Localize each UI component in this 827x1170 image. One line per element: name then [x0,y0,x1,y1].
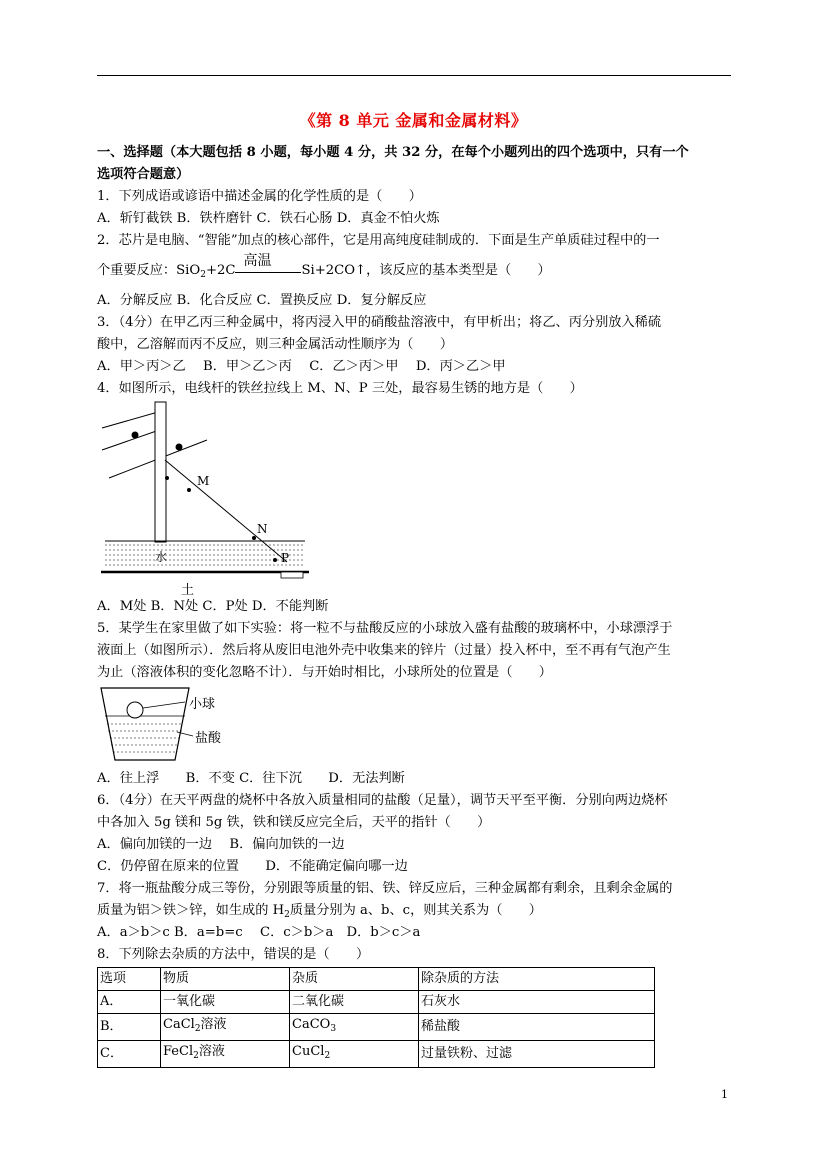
section-heading-line2: 选项符合题意） [97,167,190,182]
formula-suffix: 溶液 [198,1044,225,1059]
label-m: M [197,474,210,488]
q2-options: A．分解反应 B．化合反应 C．置换反应 D．复分解反应 [97,293,427,308]
formula-subscript: 2 [194,1024,201,1034]
question-content [97,142,731,1068]
q2-reactant: 个重要反应：SiO [97,263,201,278]
q6-stem-line1: 6．（4分）在天平两盘的烧杯中各放入质量相同的盐酸（足量），调节天平至平衡．分别向两边烧杯 [97,793,668,808]
table-cell: 一氧化碳 [161,991,290,1014]
table-row [98,1041,655,1068]
formula-subscript: 3 [330,1024,337,1034]
label-p: P [281,551,290,565]
q1-stem: 1．下列成语或谚语中描述金属的化学性质的是（ ） [97,189,422,204]
q7-stem-post: 质量分别为 a、b、c，则其关系为（ ） [289,903,542,918]
table-header-row [98,968,655,991]
table-cell: 过量铁粉、过滤 [419,1041,655,1068]
header-rule [97,75,731,76]
label-water: 水 [155,550,168,564]
q6-stem-line2: 中各加入 5g 镁和 5g 铁，铁和镁反应完全后，天平的指针（ ） [97,815,491,830]
formula: CuCl [292,1044,325,1059]
table-header-cell: 物质 [161,968,290,991]
table-cell: C． [98,1041,161,1068]
label-n: N [257,522,268,536]
label-ball: 小球 [189,697,216,712]
page-number: 1 [721,1088,728,1101]
table-row [98,991,655,1014]
table-cell [161,1041,290,1068]
q5-stem-line3: 为止（溶液体积的变化忽略不计）．与开始时相比，小球所处的位置是（ ） [97,665,552,680]
q7-stem-line1: 7．将一瓶盐酸分成三等份，分别跟等质量的铝、铁、锌反应后，三种金属都有剩余，且剩余金属的 [97,881,673,896]
q2-subscript: 2 [200,270,206,280]
table-cell: 二氧化碳 [290,991,419,1014]
formula-subscript: 2 [324,1051,331,1061]
q3-stem-line1: 3．（4分）在甲乙丙三种金属中，将丙浸入甲的硝酸盐溶液中，有甲析出；将乙、丙分别放入稀硫 [97,315,662,330]
table-header-cell: 除杂质的方法 [419,968,655,991]
utility-pole-diagram [97,400,317,596]
q5-options: A．往上浮 B．不变 C．往下沉 D．无法判断 [97,771,405,786]
table-row [98,1014,655,1041]
beaker-figure [97,684,731,768]
q6-options-line2: C．仍停留在原来的位置 D．不能确定偏向哪一边 [97,859,408,874]
q2-stem-line2 [97,253,731,282]
formula: CaCO [292,1017,331,1032]
q5-stem-line2: 液面上（如图所示）．然后将从废旧电池外壳中收集来的锌片（过量）投入杯中，至不再有气泡产生 [97,643,671,658]
q4-stem: 4．如图所示，电线杆的铁丝拉线上 M、N、P 三处，最容易生锈的地方是（ ） [97,381,583,396]
q3-options: A．甲＞丙＞乙 B．甲＞乙＞丙 C．乙＞丙＞甲 D．丙＞乙＞甲 [97,359,506,374]
utility-pole-figure [97,400,731,596]
table-cell: A． [98,991,161,1014]
page-title: 《第 8 单元 金属和金属材料》 [299,111,528,130]
q7-subscript: 2 [284,910,290,920]
q8-stem: 8．下列除去杂质的方法中，错误的是（ ） [97,947,370,962]
beaker-diagram [97,684,277,768]
table-cell [290,1041,419,1068]
formula: CaCl [163,1017,195,1032]
table-cell: 稀盐酸 [419,1014,655,1041]
q5-stem-line1: 5．某学生在家里做了如下实验：将一粒不与盐酸反应的小球放入盛有盐酸的玻璃杯中，小球漂浮于 [97,621,673,636]
formula-suffix: 溶液 [200,1017,227,1032]
label-soil: 土 [181,583,195,596]
q7-options: A．a＞b＞c B．a=b=c C．c＞b＞a D．b＞c＞a [97,925,421,940]
table-header-cell: 杂质 [290,968,419,991]
q2-stem-line1: 2．芯片是电脑、“智能”加点的核心部件，它是用高纯度硅制成的．下面是生产单质硅过程中的一 [97,233,660,248]
section-heading-line1: 一、选择题（本大题包括 8 小题，每小题 4 分，共 32 分，在每个小题列出的四个选项中，只有一个 [97,145,689,160]
table-header-cell: 选项 [98,968,161,991]
formula-subscript: 2 [193,1051,199,1061]
impurity-table [97,967,655,1068]
q7-stem-line2 [97,900,731,922]
q3-stem-line2: 酸中，乙溶解而丙不反应，则三种金属活动性顺序为（ ） [97,337,454,352]
q2-plus: +2C [205,263,236,278]
q2-products: Si+2CO↑，该反应的基本类型是（ ） [301,263,551,278]
q7-stem-pre: 质量为铝＞铁＞锌，如生成的 H [97,903,285,918]
table-cell: 石灰水 [419,991,655,1014]
label-acid: 盐酸 [195,731,222,746]
q4-options: A．M处 B．N处 C．P处 D．不能判断 [97,599,329,614]
formula: FeCl [163,1044,194,1059]
reaction-condition-arrow [235,253,301,282]
table-cell [161,1014,290,1041]
q6-options-line1: A．偏向加镁的一边 B．偏向加铁的一边 [97,837,345,852]
table-cell: B． [98,1014,161,1041]
reaction-condition: 高温 [243,253,272,269]
q1-options: A．斩钉截铁 B．铁杵磨针 C．铁石心肠 D．真金不怕火炼 [97,211,440,226]
table-cell [290,1014,419,1041]
